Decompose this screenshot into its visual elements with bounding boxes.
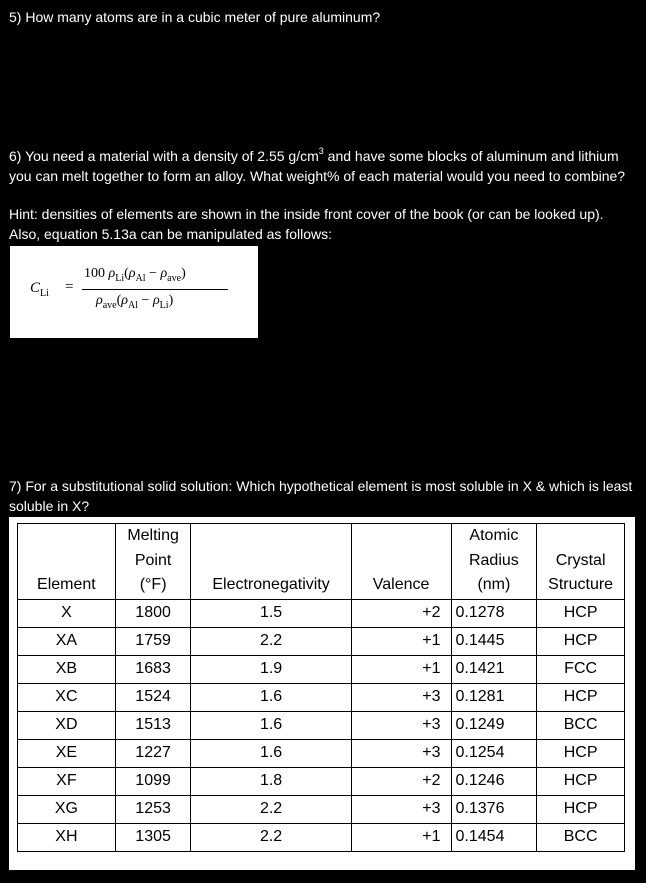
- cell-melting-point: 1305: [115, 823, 191, 851]
- equation-denominator: $\rho_{ave}(\rho_{Al} - \rho_{Li})$: [96, 293, 174, 311]
- table-row: [18, 823, 625, 851]
- cell-melting-point: 1227: [115, 739, 191, 767]
- cell-atomic-radius: 0.1249: [451, 711, 537, 739]
- cell-melting-point: 1683: [115, 655, 191, 683]
- cell-valence: +3: [351, 683, 451, 711]
- cell-valence: +3: [351, 739, 451, 767]
- table-row: [18, 795, 625, 823]
- cell-melting-point: 1524: [115, 683, 191, 711]
- question-6-text-part2: and have some blocks of aluminum and lithium you can melt together to form an alloy. What weight% of each material would you need to combine?: [9, 148, 626, 184]
- cell-electronegativity: 1.8: [191, 767, 351, 795]
- cell-melting-point: 1800: [115, 599, 191, 627]
- table-body: [18, 599, 625, 851]
- cell-atomic-radius: 0.1278: [451, 599, 537, 627]
- question-6: [9, 147, 637, 186]
- cell-electronegativity: 1.6: [191, 683, 351, 711]
- cell-crystal-structure: FCC: [537, 655, 625, 683]
- hint-text: Hint: densities of elements are shown in the inside front cover of the book (or can be looked up). Also, equation 5.13a can be manipulated as follows:: [9, 206, 604, 242]
- cell-electronegativity: 1.9: [191, 655, 351, 683]
- cell-element: XG: [18, 795, 116, 823]
- cell-electronegativity: 2.2: [191, 795, 351, 823]
- cell-electronegativity: 1.6: [191, 739, 351, 767]
- question-7: [9, 477, 637, 516]
- header-melting-point: Melting Point (°F): [115, 524, 191, 600]
- question-5-text: 5) How many atoms are in a cubic meter of pure aluminum?: [9, 9, 381, 25]
- cell-melting-point: 1253: [115, 795, 191, 823]
- question-7-text: 7) For a substitutional solid solution: Which hypothetical element is most soluble in X & which is least soluble in X?: [9, 478, 633, 514]
- cell-crystal-structure: HCP: [537, 627, 625, 655]
- cell-element: XB: [18, 655, 116, 683]
- question-6-text-part1: 6) You need a material with a density of 2.55 g/cm: [9, 148, 319, 164]
- cell-element: XA: [18, 627, 116, 655]
- question-5: [9, 8, 637, 28]
- table-row: [18, 767, 625, 795]
- cell-atomic-radius: 0.1254: [451, 739, 537, 767]
- cell-valence: +3: [351, 795, 451, 823]
- cell-melting-point: 1513: [115, 711, 191, 739]
- cell-atomic-radius: 0.1281: [451, 683, 537, 711]
- element-properties-table: [17, 523, 625, 852]
- equation-numerator: 100 $\rho_{Li}(\rho_{Al} - \rho_{ave})$: [84, 266, 186, 284]
- header-valence: Valence: [351, 524, 451, 600]
- cubic-superscript: 3: [318, 146, 324, 157]
- header-atomic-radius: Atomic Radius (nm): [451, 524, 537, 600]
- equation-equals-sign: =: [65, 279, 74, 295]
- cell-valence: +2: [351, 599, 451, 627]
- cell-atomic-radius: 0.1376: [451, 795, 537, 823]
- table-row: [18, 627, 625, 655]
- cell-element: X: [18, 599, 116, 627]
- equation-image: [10, 246, 258, 338]
- cell-atomic-radius: 0.1421: [451, 655, 537, 683]
- cell-valence: +3: [351, 711, 451, 739]
- cell-atomic-radius: 0.1246: [451, 767, 537, 795]
- cell-element: XE: [18, 739, 116, 767]
- cell-crystal-structure: HCP: [537, 683, 625, 711]
- table-row: [18, 599, 625, 627]
- cell-atomic-radius: 0.1454: [451, 823, 537, 851]
- header-crystal-structure: Crystal Structure: [537, 524, 625, 600]
- cell-crystal-structure: HCP: [537, 599, 625, 627]
- cell-crystal-structure: HCP: [537, 767, 625, 795]
- cell-element: XF: [18, 767, 116, 795]
- cell-valence: +1: [351, 627, 451, 655]
- equation-lhs: $C_{Li}$: [30, 280, 49, 299]
- cell-element: XD: [18, 711, 116, 739]
- cell-element: XH: [18, 823, 116, 851]
- cell-crystal-structure: BCC: [537, 823, 625, 851]
- fraction-bar: [82, 289, 228, 290]
- header-electronegativity: Electronegativity: [191, 524, 351, 600]
- cell-melting-point: 1759: [115, 627, 191, 655]
- cell-crystal-structure: HCP: [537, 739, 625, 767]
- cell-atomic-radius: 0.1445: [451, 627, 537, 655]
- cell-electronegativity: 1.6: [191, 711, 351, 739]
- cell-electronegativity: 1.5: [191, 599, 351, 627]
- cell-valence: +1: [351, 823, 451, 851]
- cell-electronegativity: 2.2: [191, 823, 351, 851]
- cell-crystal-structure: HCP: [537, 795, 625, 823]
- cell-valence: +1: [351, 655, 451, 683]
- element-table-image: [9, 517, 635, 870]
- cell-valence: +2: [351, 767, 451, 795]
- table-row: [18, 711, 625, 739]
- table-row: [18, 655, 625, 683]
- table-row: [18, 739, 625, 767]
- header-element: Element: [18, 524, 116, 600]
- table-header-row: [18, 524, 625, 600]
- cell-electronegativity: 2.2: [191, 627, 351, 655]
- cell-crystal-structure: BCC: [537, 711, 625, 739]
- table-row: [18, 683, 625, 711]
- cell-melting-point: 1099: [115, 767, 191, 795]
- cell-element: XC: [18, 683, 116, 711]
- hint: [9, 205, 637, 244]
